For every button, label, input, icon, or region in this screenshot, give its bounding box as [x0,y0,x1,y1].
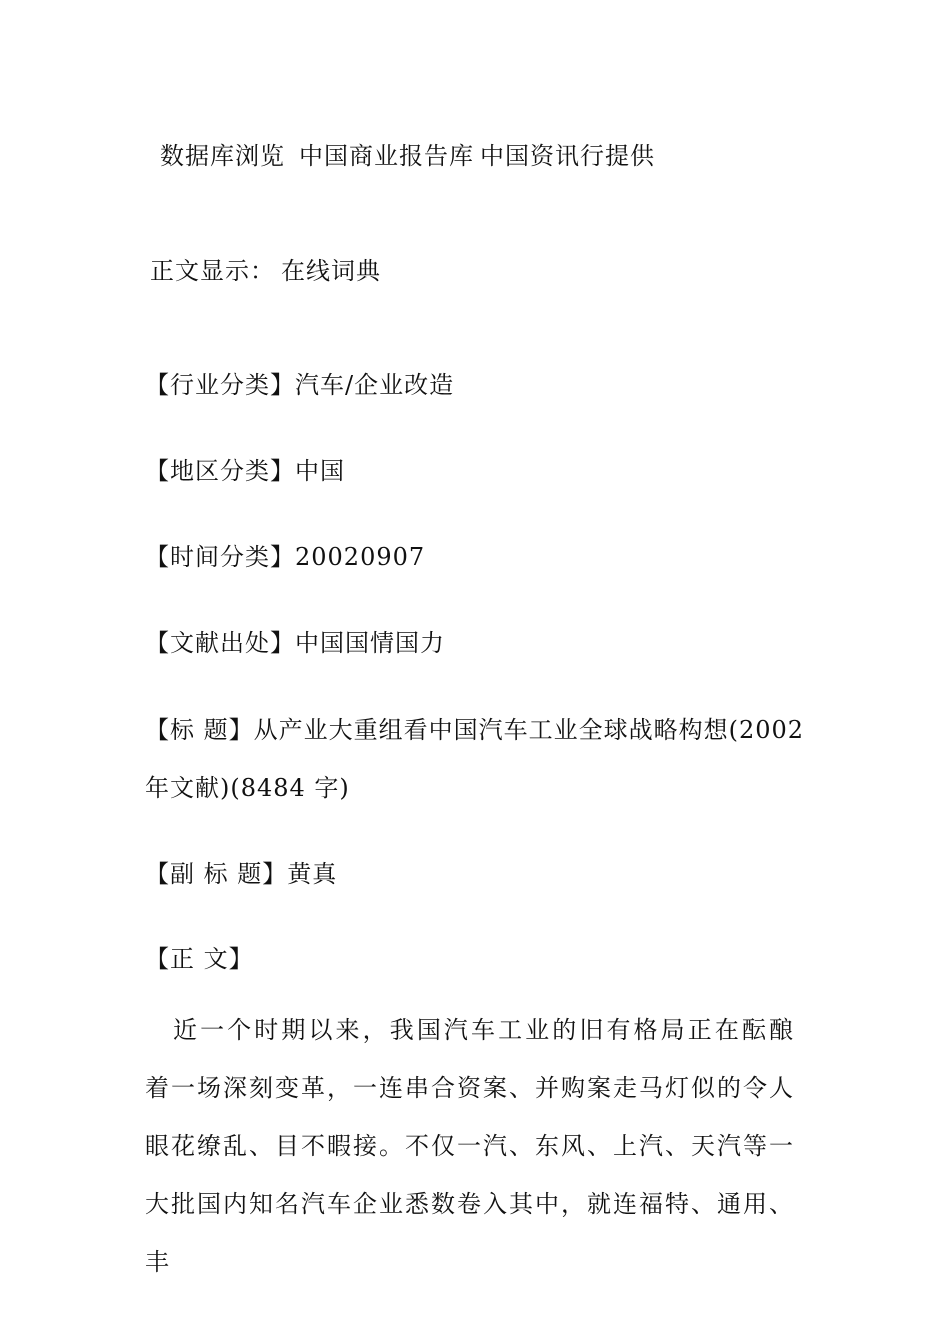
industry-label: 【行业分类】 [145,371,295,399]
db-browse-label: 数据库浏览 [160,142,285,170]
title-label: 【标 题】 [145,716,254,744]
subtitle-label: 【副 标 题】 [145,860,288,888]
title-field-continued [145,773,350,803]
provider-label: 中国资讯行提供 [480,142,655,170]
source-value: 中国国情国力 [295,629,445,657]
region-label: 【地区分类】 [145,457,295,485]
date-field [145,542,425,572]
title-value-line1: 从产业大重组看中国汽车工业全球战略构想(2002 [253,716,805,744]
region-value: 中国 [295,457,345,485]
title-field [145,715,804,745]
display-label: 正文显示： [150,257,275,285]
region-field [145,456,345,486]
title-value-line2: 年文献)(8484 字) [145,774,350,802]
report-db-label: 中国商业报告库 [299,142,474,170]
body-heading [145,944,254,974]
body-paragraph: 近一个时期以来，我国汽车工业的旧有格局正在酝酿着一场深刻变革，一连串合资案、并购案走马灯似的令人眼花缭乱、目不暇接。不仅一汽、东风、上汽、天汽等一大批国内知名汽车企业悉数卷入其中，就连福特、通用、丰 [145,1016,795,1276]
body-label: 【正 文】 [145,945,254,973]
date-value: 20020907 [295,543,426,571]
subtitle-value: 黄真 [287,860,338,888]
display-row [150,256,381,286]
source-field [145,628,445,658]
online-dictionary-link[interactable]: 在线词典 [281,257,381,285]
document-header [160,141,655,171]
source-label: 【文献出处】 [145,629,295,657]
industry-field [145,370,454,400]
subtitle-field [145,859,337,889]
industry-value: 汽车/企业改造 [295,371,455,399]
date-label: 【时间分类】 [145,543,295,571]
